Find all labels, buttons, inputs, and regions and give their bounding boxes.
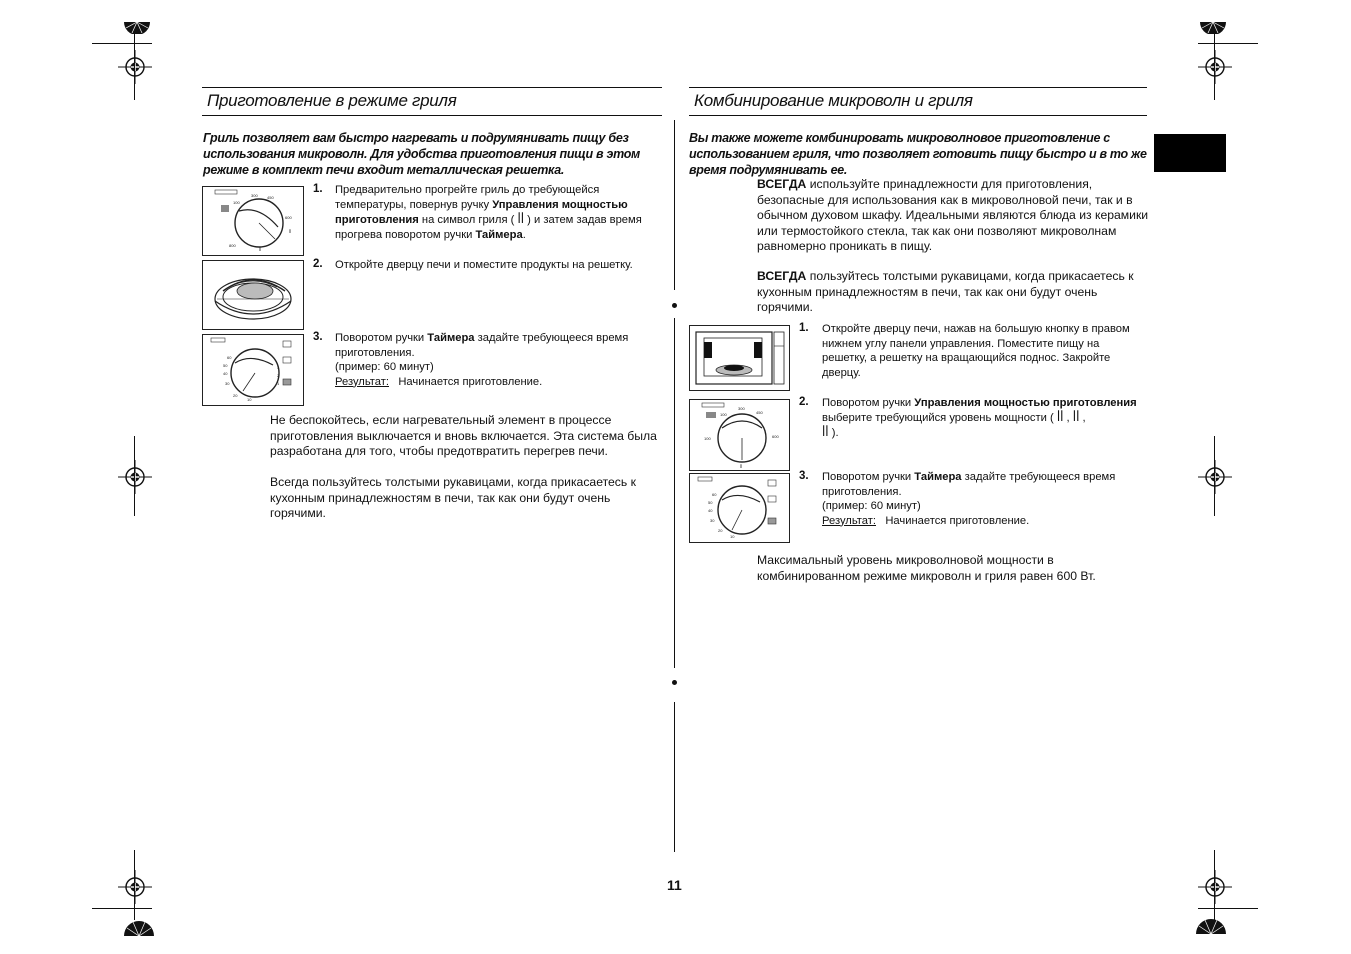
crop-line: [92, 43, 152, 44]
power-dial-icon: [202, 186, 304, 256]
title-rule-bottom: [202, 115, 662, 116]
svg-text:1: 1: [277, 381, 280, 386]
svg-text:2: 2: [277, 373, 280, 378]
warning-text: ВСЕГДА используйте принадлежности для приготовления, безопасные для использования как в микроволновой печи, так и в обычном духовом шкафу. Идеальными являются блюда из керамики или термостойкого стекла, так как они позволяют микроволнам равномерно проникать в пищу.: [757, 177, 1149, 253]
column-divider: [674, 120, 675, 290]
svg-text:800: 800: [229, 243, 236, 248]
svg-text:20: 20: [233, 393, 238, 398]
grill-rack-icon: [202, 260, 304, 330]
page-number: 11: [667, 877, 682, 893]
registration-mark-icon: [1198, 460, 1232, 494]
column-divider: [674, 318, 675, 668]
svg-text:ꟾꟾ: ꟾꟾ: [259, 247, 262, 252]
page-title-right: Комбинирование микроволн и гриля: [694, 91, 973, 110]
grill-symbol-icon: ꟾꟾ: [517, 214, 525, 226]
svg-text:30: 30: [710, 518, 715, 523]
svg-text:450: 450: [756, 410, 763, 415]
section-tab: [1154, 134, 1226, 172]
svg-text:ꟾꟾ: ꟾꟾ: [740, 464, 743, 469]
page-title-left: Приготовление в режиме гриля: [207, 91, 457, 110]
svg-text:50: 50: [708, 500, 713, 505]
svg-text:100: 100: [704, 436, 711, 441]
title-rule-top: [202, 87, 662, 88]
svg-text:30: 30: [225, 381, 230, 386]
svg-text:50: 50: [223, 363, 228, 368]
column-divider: [674, 702, 675, 852]
color-bar-icon: [1196, 916, 1226, 939]
registration-mark-icon: [1198, 870, 1232, 904]
crop-line: [1214, 436, 1215, 516]
crop-line: [134, 30, 135, 100]
svg-text:450: 450: [267, 195, 274, 200]
svg-text:20: 20: [718, 528, 723, 533]
svg-text:40: 40: [708, 508, 713, 513]
crop-line: [1198, 908, 1258, 909]
step-text: Откройте дверцу печи и поместите продукты на решетку.: [335, 259, 633, 271]
note-text: Всегда пользуйтесь толстыми рукавицами, когда прикасаетесь к кухонным принадлежностям в печи, так как они будут очень горячими.: [270, 475, 636, 520]
power-symbol-icon: ꟾꟾ: [1072, 412, 1080, 424]
registration-mark-icon: [118, 50, 152, 84]
step-text: Предварительно прогрейте гриль до требующейся температуры, повернув ручку Управления мощностью приготовления на символ гриля ( ꟾꟾ ) и затем задав время прогрева поворотом ручки Таймера.: [335, 184, 642, 241]
power-symbol-icon: ꟾꟾ: [1056, 412, 1064, 424]
step-number: 2.: [799, 396, 809, 408]
open-oven-icon: [689, 325, 790, 391]
step-text: Откройте дверцу печи, нажав на большую кнопку в правом нижнем углу панели управления. Поместите пищу на решетку, а решетку на вращающийся поднос. Закройте дверцу.: [822, 323, 1130, 379]
svg-text:100: 100: [233, 200, 240, 205]
step-text: Поворотом ручки Таймера задайте требующееся время приготовления. (пример: 60 минут) Результат: Начинается приготовление.: [335, 332, 629, 388]
step-number: 3.: [799, 470, 809, 482]
title-rule-bottom: [689, 115, 1147, 116]
svg-text:60: 60: [227, 355, 232, 360]
step-number: 1.: [799, 322, 809, 334]
step-number: 3.: [313, 331, 323, 343]
timer-dial-icon: [689, 473, 790, 543]
svg-text:300: 300: [251, 193, 258, 198]
svg-text:60: 60: [712, 492, 717, 497]
svg-text:3: 3: [277, 365, 280, 370]
registration-mark-icon: [1198, 50, 1232, 84]
crop-line: [1214, 30, 1215, 100]
svg-text:600: 600: [772, 434, 779, 439]
step-number: 2.: [313, 258, 323, 270]
bullet-dot-icon: [672, 303, 677, 308]
power-dial-icon: [689, 399, 790, 471]
color-bar-icon: [1200, 18, 1226, 39]
svg-text:10: 10: [730, 534, 735, 539]
crop-line: [92, 908, 152, 909]
timer-dial-icon: [202, 334, 304, 406]
svg-text:40: 40: [223, 371, 228, 376]
note-text: Не беспокойтесь, если нагревательный элемент в процессе приготовления выключается и вновь включается. Эта система была разработана для того, чтобы предотвратить перегрев печи.: [270, 413, 657, 458]
color-bar-icon: [124, 918, 154, 941]
crop-line: [134, 850, 135, 920]
intro-right: Вы также можете комбинировать микроволновое приготовление с использованием гриля, что позволяет готовить пищу быстро и в то же время подрумянивать ее.: [689, 131, 1147, 177]
svg-text:ꟾꟾ: ꟾꟾ: [289, 229, 292, 234]
power-symbol-icon: ꟾꟾ: [822, 427, 829, 439]
note-text: Максимальный уровень микроволновой мощности в комбинированном режиме микроволн и гриля равен 600 Вт.: [757, 553, 1096, 583]
color-bar-icon: [124, 18, 150, 39]
registration-mark-icon: [118, 460, 152, 494]
svg-text:300: 300: [738, 406, 745, 411]
svg-text:100: 100: [720, 412, 727, 417]
step-number: 1.: [313, 183, 323, 195]
svg-text:10: 10: [247, 397, 252, 402]
step-text: Поворотом ручки Таймера задайте требующееся время приготовления. (пример: 60 минут) Результат: Начинается приготовление.: [822, 471, 1116, 527]
crop-line: [1198, 43, 1258, 44]
registration-mark-icon: [118, 870, 152, 904]
warning-text: ВСЕГДА пользуйтесь толстыми рукавицами, когда прикасаетесь к кухонным принадлежностям в печи, так как они будут очень горячими.: [757, 269, 1134, 314]
title-rule-top: [689, 87, 1147, 88]
step-text: Поворотом ручки Управления мощностью приготовления выберите требующийся уровень мощности ( ꟾꟾ , ꟾꟾ , ꟾꟾ ).: [822, 397, 1137, 439]
intro-left: Гриль позволяет вам быстро нагревать и подрумянивать пищу без использования микроволн. Для удобства приготовления пищи в этом режиме в комплект печи входит металлическая решетка.: [203, 131, 641, 177]
crop-line: [134, 436, 135, 516]
svg-text:600: 600: [285, 215, 292, 220]
bullet-dot-icon: [672, 680, 677, 685]
crop-line: [1214, 850, 1215, 920]
